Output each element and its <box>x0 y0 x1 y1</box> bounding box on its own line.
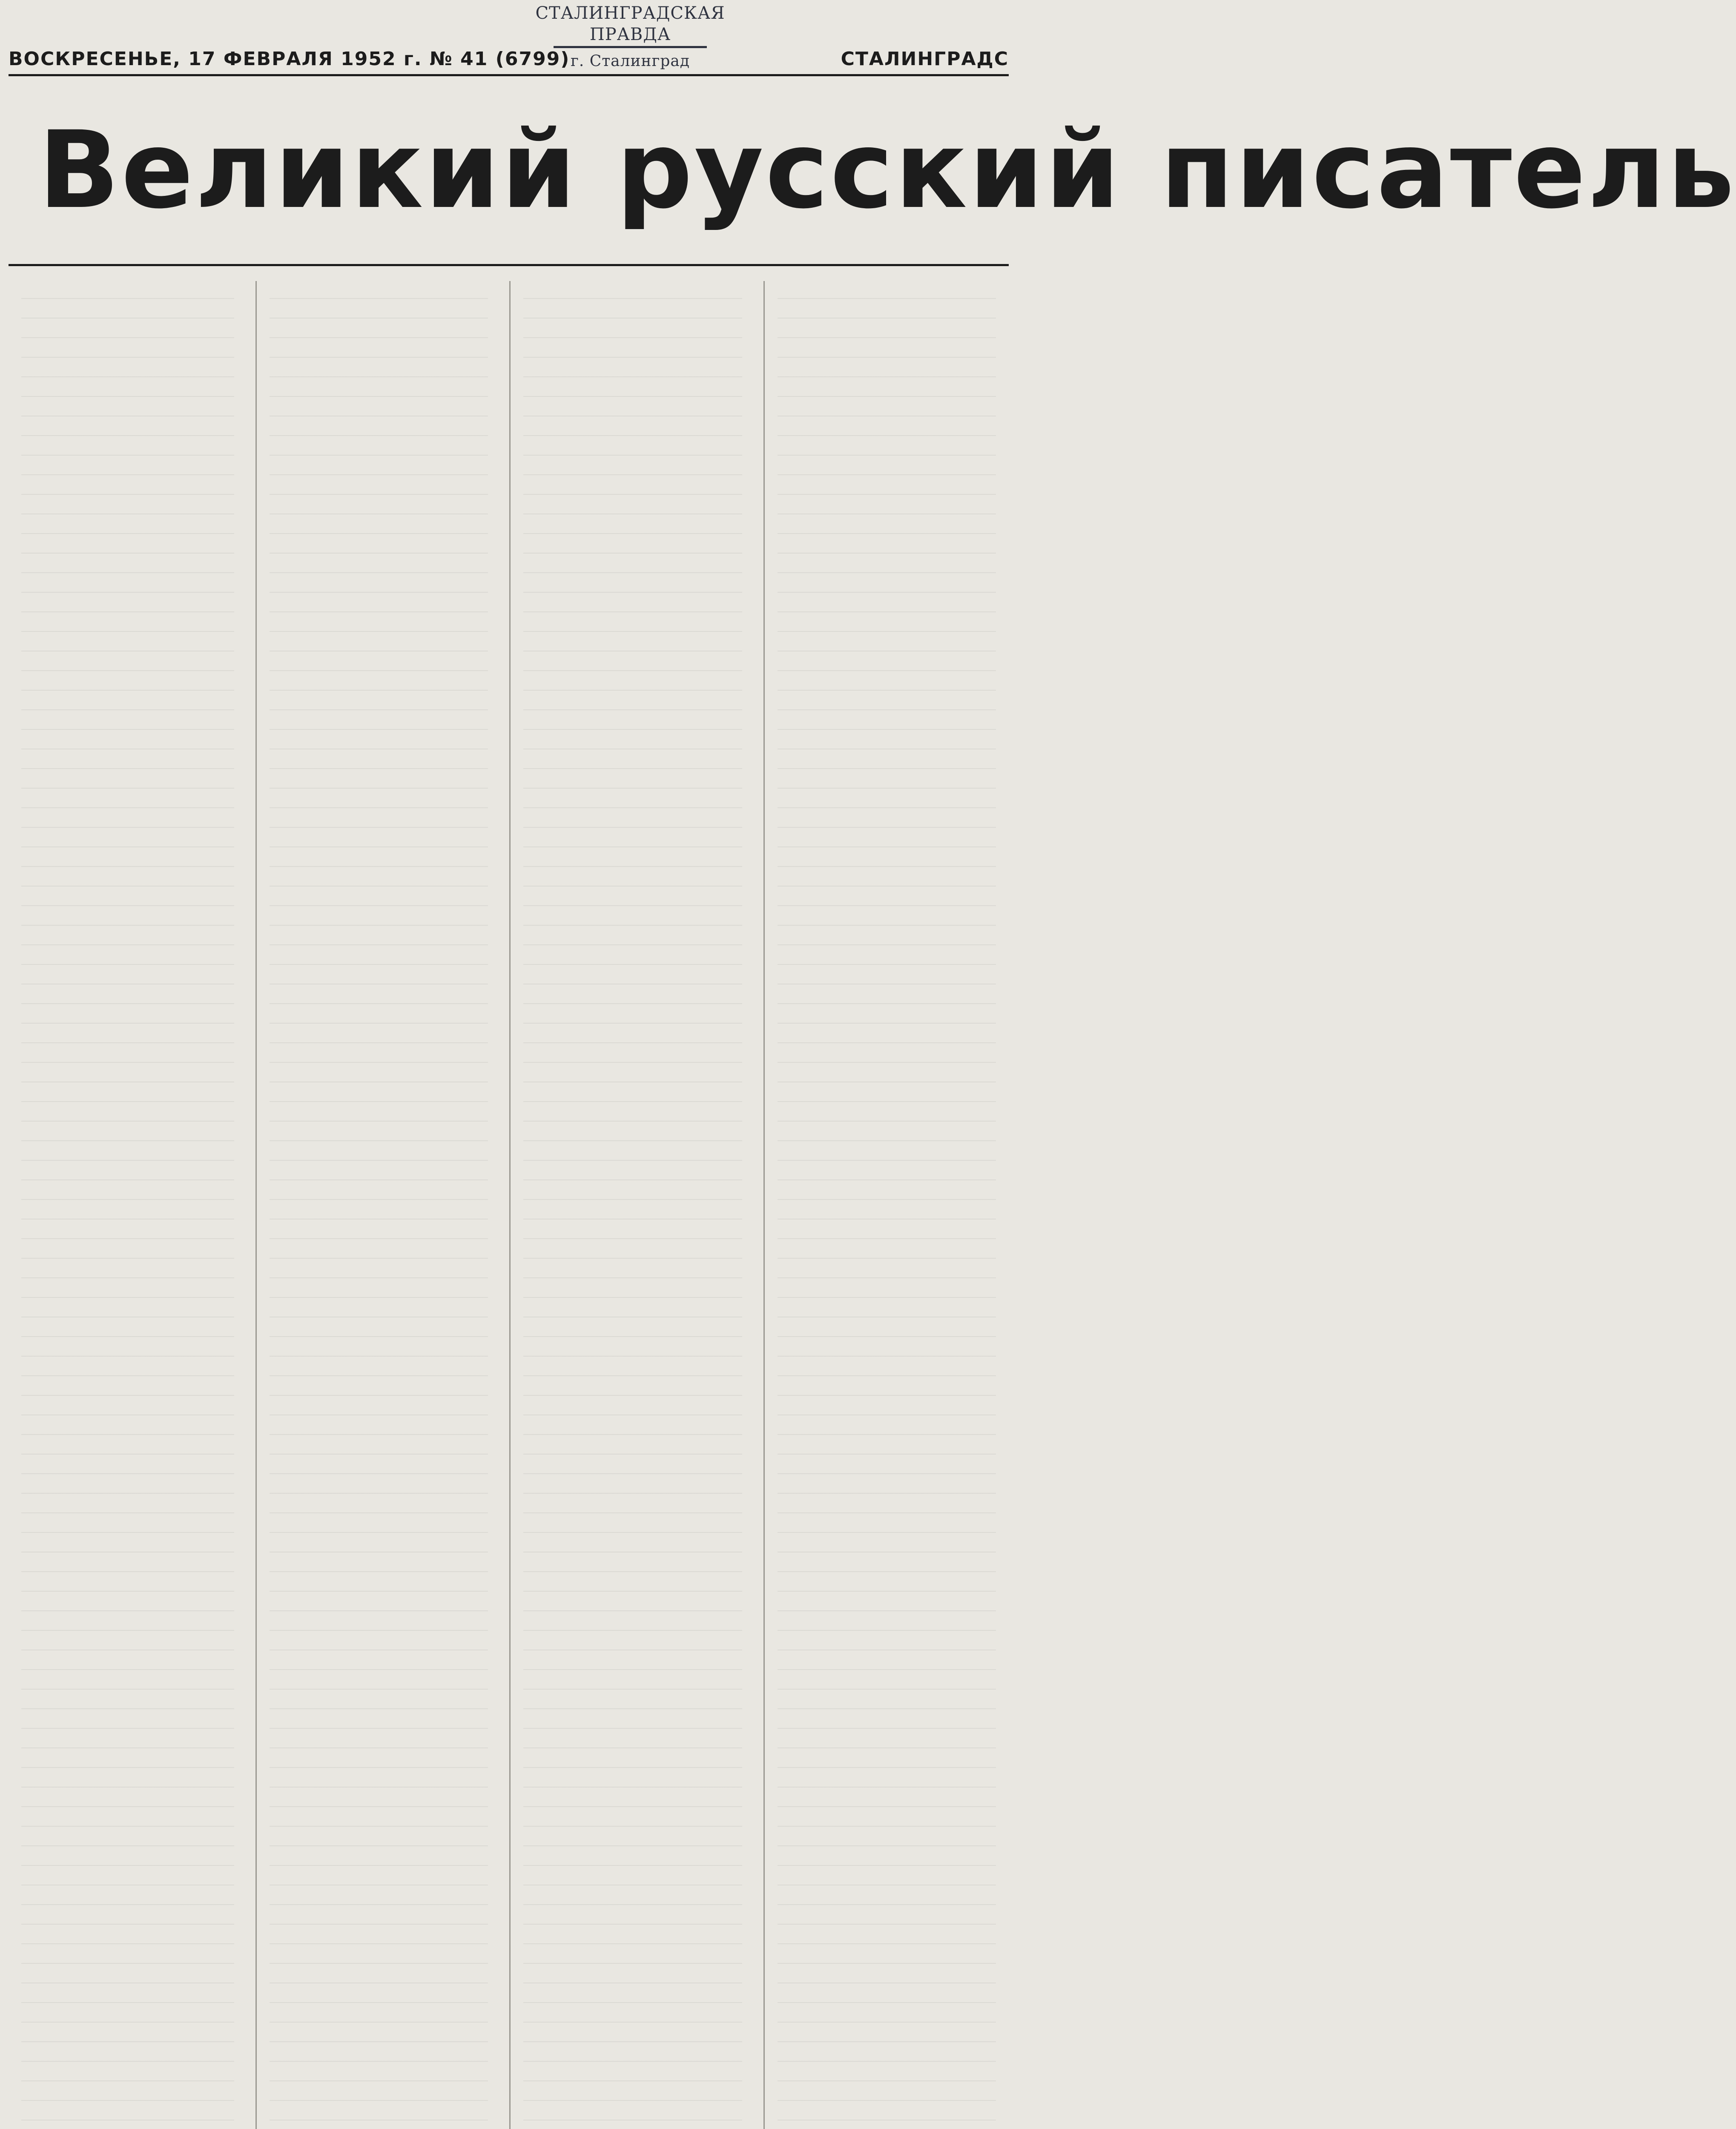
unreadable-text-area <box>523 298 742 2129</box>
title-rule <box>9 264 1009 266</box>
column-4 <box>763 281 1009 2129</box>
stamp-city: г. Сталинград <box>570 52 690 70</box>
unreadable-text-area <box>270 298 488 2129</box>
column-3 <box>509 281 755 2129</box>
article-title: Великий русский писатель <box>38 108 1736 232</box>
issue-line: ВОСКРЕСЕНЬЕ, 17 ФЕВРАЛЯ 1952 г. № 41 (6799) <box>9 48 570 70</box>
column-1 <box>9 281 247 2129</box>
stamp-publication: СТАЛИНГРАДСКАЯ ПРАВДА <box>535 3 725 44</box>
column-2 <box>255 281 501 2129</box>
paper-name: СТАЛИНГРАДС <box>841 48 1009 70</box>
unreadable-text-area <box>21 298 234 2129</box>
article-body <box>9 281 1009 2129</box>
unreadable-text-area <box>778 298 996 2129</box>
masthead <box>9 44 1009 76</box>
